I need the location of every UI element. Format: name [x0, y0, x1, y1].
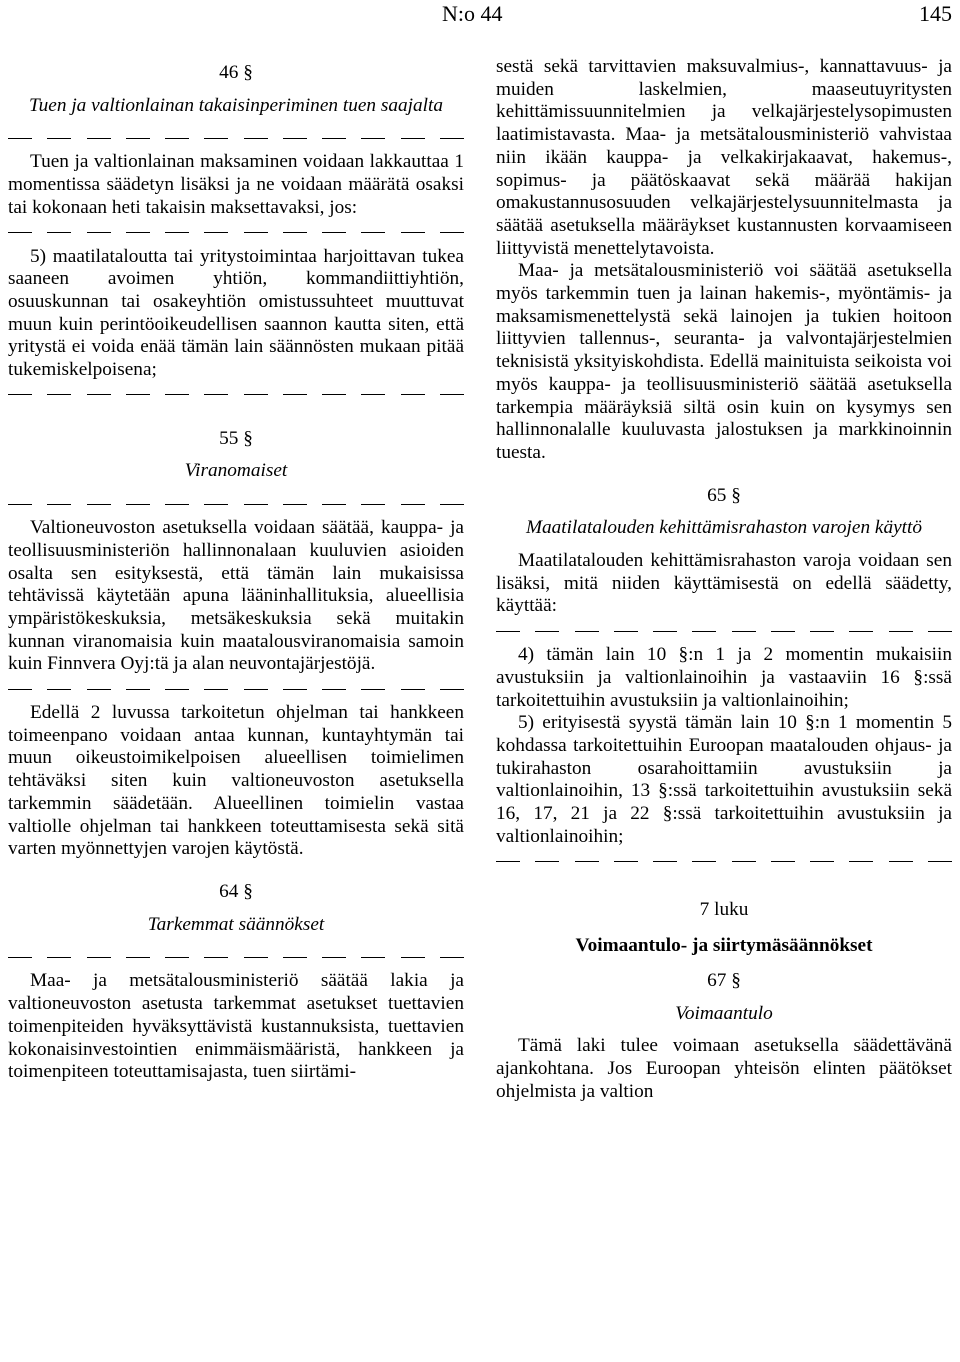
- chapter-7-title: Voimaantulo- ja siirtymäsäännökset: [575, 935, 873, 957]
- section-55-paragraph: Edellä 2 luvussa tarkoitetun ohjelman tai hankkeen toimeenpano voidaan antaa kunnan, kuntayhtymän tai muun oikeustoimikelpoisen alueellisen toimielimen tehtäväksi siten kuin valtioneuvoston asetuksella tarkemmin säädetään. Alueellinen toimielin vastaa valtiolle ohjelman tai hankkeen toteuttamisesta sekä sitä varten myönnettyjen varojen käytöstä.: [8, 702, 464, 860]
- section-46-number: 46 §: [219, 62, 253, 83]
- section-46-paragraph: Tuen ja valtionlainan maksaminen voidaan lakkauttaa 1 momentissa säädetyn lisäksi ja ne voidaan määrätä osaksi tai kokonaan heti takaisin maksettavaksi, jos:: [8, 151, 464, 218]
- section-64-paragraph: Maa- ja metsätalousministeriö voi säätää asetuksella myös tarkemmin tuen ja lainan hakemis-, myöntämis- ja maksamismenettelystä sekä lainojen ja tukien hoitoon liittyvien tallennus-, seuranta- ja valvontajärjestelmien teknisistä yksityiskohdista. Edellä mainituista seikoista voi myös kauppa- ja teollisuusministeriö säätää asetuksella tarkempia määräyksiä siltä osin kuin on kysymys sen hallinnonalalle kuuluvasta jalostuksen ja markkinoinnin tuesta.: [496, 260, 952, 463]
- section-64-paragraph: Maa- ja metsätalousministeriö säätää lakia ja valtioneuvoston asetusta tarkemmat asetukset tuettavien toimenpiteiden hyväksyttävistä kustannuksista, tuettavien kokonaisinvestointien enimmäismääristä, hankkeen ja toimenpiteen toteuttamisajasta, tuen siirtämi-: [8, 970, 464, 1083]
- section-55-paragraph: Valtioneuvoston asetuksella voidaan säätää, kauppa- ja teollisuusministeriön hallinnonalaan kuuluvien asioiden osalta sen esityksestä, että tämän lain mukaisissa tehtävissä käytetään apuna lääninhallituksia, alueellisia ympäristökeskuksia, metsäkeskuksia sekä muitakin kunnan viranomaisia kuin maatalousviranomaisia samoin kuin Finnvera Oyj:tä ja alan neuvontajärjestöjä.: [8, 517, 464, 675]
- section-46-title: Tuen ja valtionlainan takaisinperiminen tuen saajalta: [29, 94, 443, 116]
- omission-divider: [8, 222, 464, 244]
- section-65-title: Maatilatalouden kehittämisrahaston varojen käyttö: [525, 517, 923, 539]
- omission-divider: [8, 127, 464, 149]
- chapter-7-number: 7 luku: [699, 898, 749, 920]
- omission-divider: [8, 946, 464, 968]
- issue-number: N:o 44: [442, 1, 503, 26]
- page-number: 145: [919, 1, 952, 26]
- section-67-paragraph: Tämä laki tulee voimaan asetuksella säädettävänä ajankohtana. Jos Euroopan yhteisön elinten päätökset ohjelmista ja valtion: [496, 1035, 952, 1102]
- omission-divider: [8, 493, 464, 515]
- right-column: [496, 56, 952, 1103]
- omission-divider: [496, 851, 952, 873]
- omission-divider: [8, 678, 464, 700]
- section-65-number: 65 §: [707, 484, 741, 506]
- section-65-paragraph: 4) tämän lain 10 §:n 1 ja 2 momentin mukaisiin avustuksiin ja valtionlainoihin ja vastaaviin 16 §:ssä tarkoitettuihin avustuksiin ja valtionlainoihin;: [496, 644, 952, 711]
- section-55-title: Viranomaiset: [184, 460, 288, 482]
- section-64-number: 64 §: [219, 880, 253, 902]
- section-64-paragraph-continued: sestä sekä tarvittavien maksuvalmius-, kannattavuus- ja muiden laskelmien, maaseutuyritysten kehittämissuunnitelmien ja velkajärjestelysopimusten laatimistavasta. Maa- ja metsätalousministeriö vahvistaa niin ikään kauppa- ja velkakirjakaavat, hakemus-, sopimus- ja päätöskaavat sekä määrää hakijan omakustannusosuuden velkajärjestelysuunnitelmasta ja säätää asetuksella määräykset kustannusten korvaamiseen liittyvistä menettelytavoista.: [496, 56, 952, 259]
- section-67-title: Voimaantulo: [675, 1002, 773, 1024]
- section-64-title: Tarkemmat säännökset: [147, 913, 325, 935]
- section-46-paragraph: 5) maatilataloutta tai yritystoimintaa harjoittavan tukea saaneen avoimen yhtiön, kommandiittiyhtiön, osuuskunnan tai osakeyhtiön omistussuhteet muuttuvat muun kuin perintöoikeudellisen saannon kautta siten, että yritystä ei voida enää tämän lain säännösten mukaan pitää tukemiskelpoisena;: [8, 245, 464, 381]
- section-67-number: 67 §: [707, 969, 741, 991]
- omission-divider: [8, 384, 464, 406]
- omission-divider: [496, 620, 952, 642]
- section-65-paragraph: 5) erityisestä syystä tämän lain 10 §:n 1 momentin 5 kohdassa tarkoitettuihin Euroopan maatalouden ohjaus- ja tukirahaston osarahoittamiin avustuksiin ja valtionlainoihin, 13 §:ssä tarkoitettuihin avustuksiin sekä 16, 17, 21 ja 22 §:ssä tarkoitettuihin avustuksiin ja valtionlainoihin;: [496, 712, 952, 847]
- section-55-number: 55 §: [219, 427, 253, 449]
- section-65-paragraph: Maatilatalouden kehittämisrahaston varoja voidaan sen lisäksi, mitä niiden käyttämisestä on edellä säädetty, käyttää:: [496, 550, 952, 617]
- left-column: [8, 56, 464, 1084]
